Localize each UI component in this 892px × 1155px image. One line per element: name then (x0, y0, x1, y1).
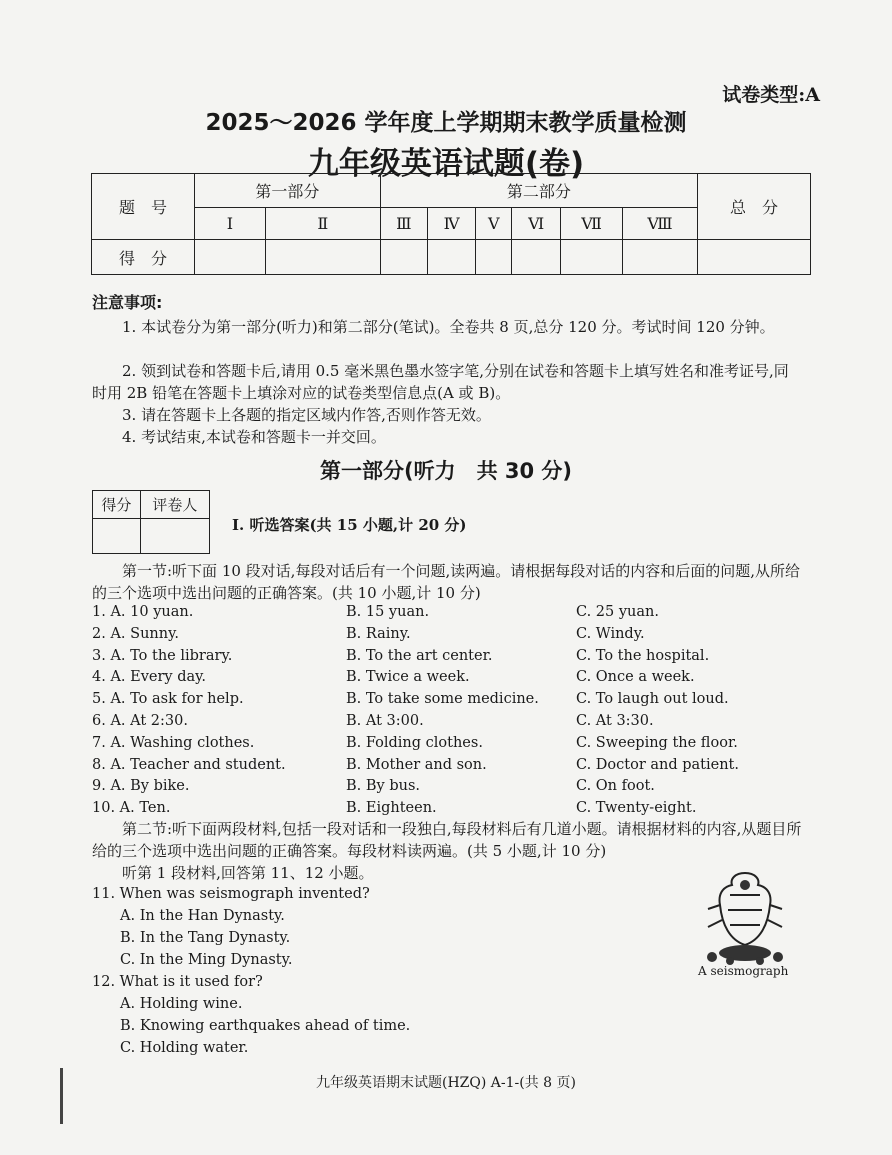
question-12-stem: 12. What is it used for? (92, 974, 263, 990)
question-6-option: 6. A. At 2:30. (92, 713, 188, 729)
notice-item: 2. 领到试卷和答题卡后,请用 0.5 毫米黑色墨水签字笔,分别在试卷和答题卡上填写姓名和准考证号,同时用 2B 铅笔在答题卡上填涂对应的试卷类型信息点(A 或 B)。 (92, 362, 789, 402)
grader-score-label: 得分 (93, 491, 141, 519)
numeral-cell: Ⅳ (427, 208, 476, 240)
question-1-option: 1. A. 10 yuan. (92, 604, 194, 620)
numeral-cell: Ⅷ (623, 208, 698, 240)
notice-item: 3. 请在答题卡上各题的指定区域内作答,否则作答无效。 (122, 406, 491, 424)
paper-type-label: 试卷类型:A (722, 84, 820, 106)
question-4-option: B. Twice a week. (346, 669, 470, 686)
score-cell (561, 240, 623, 275)
score-cell (623, 240, 698, 275)
question-10-option: 10. A. Ten. (92, 800, 171, 817)
question-5-option: 5. A. To ask for help. (92, 691, 244, 708)
question-3-option: C. To the hospital. (576, 647, 710, 664)
notice-item: 1. 本试卷分为第一部分(听力)和第二部分(笔试)。全卷共 8 页,总分 120 分。考试时间 120 分钟。 (122, 318, 775, 336)
grader-table (92, 490, 210, 554)
part1-heading: Ⅰ. 听选答案(共 15 小题,计 20 分) (232, 516, 467, 534)
exam-subtitle: 九年级英语试题(卷) (307, 146, 585, 182)
question-9-option: B. By bus. (346, 778, 421, 795)
question-7-option: B. Folding clothes. (346, 734, 483, 751)
seismograph-illustration (700, 865, 790, 975)
total-score-cell (698, 240, 811, 275)
page-footer: 九年级英语期末试题(HZQ) A-1-(共 8 页) (316, 1075, 576, 1091)
score-cell (476, 240, 512, 275)
score-cell (380, 240, 427, 275)
question-2-option: C. Windy. (576, 625, 645, 642)
question-9-option: 9. A. By bike. (92, 778, 190, 795)
numeral-cell: Ⅰ (195, 208, 266, 240)
question-11-stem: 11. When was seismograph invented? (92, 886, 370, 902)
score-cell (195, 240, 266, 275)
question-8-option: B. Mother and son. (346, 756, 487, 773)
part1-header: 第一部分 (195, 174, 381, 208)
row-header-question-no: 题 号 (92, 174, 195, 240)
material1-instruction: 听第 1 段材料,回答第 11、12 小题。 (122, 864, 374, 882)
question-1-option: C. 25 yuan. (576, 604, 659, 620)
question-4-option: C. Once a week. (576, 669, 695, 686)
question-6-option: C. At 3:30. (576, 713, 654, 729)
numeral-cell: Ⅵ (512, 208, 561, 240)
score-cell (427, 240, 476, 275)
question-1-option: B. 15 yuan. (346, 604, 430, 620)
question-8-option: C. Doctor and patient. (576, 756, 739, 773)
question-11-option: C. In the Ming Dynasty. (120, 952, 293, 968)
question-12-option: A. Holding wine. (120, 996, 243, 1012)
question-3-option: B. To the art center. (346, 647, 493, 664)
question-12-option: B. Knowing earthquakes ahead of time. (120, 1018, 411, 1034)
notice-title: 注意事项: (92, 293, 163, 312)
binding-edge-mark (60, 1068, 63, 1124)
notice-item: 4. 考试结束,本试卷和答题卡一并交回。 (122, 428, 386, 446)
question-12-option: C. Holding water. (120, 1040, 249, 1056)
question-2-option: B. Rainy. (346, 625, 411, 642)
question-11-option: B. In the Tang Dynasty. (120, 930, 291, 946)
grader-reviewer-cell (140, 519, 209, 554)
question-8-option: 8. A. Teacher and student. (92, 756, 286, 773)
question-7-option: C. Sweeping the floor. (576, 734, 738, 751)
question-11-option: A. In the Han Dynasty. (120, 908, 285, 924)
question-10-option: B. Eighteen. (346, 800, 437, 817)
score-cell (512, 240, 561, 275)
question-5-option: B. To take some medicine. (346, 691, 539, 708)
figure-caption: A seismograph (698, 964, 789, 978)
exam-title: 2025～2026 学年度上学期期末教学质量检测 (205, 110, 687, 136)
question-5-option: C. To laugh out loud. (576, 691, 729, 708)
part2-header: 第二部分 (380, 174, 697, 208)
question-9-option: C. On foot. (576, 778, 655, 795)
question-7-option: 7. A. Washing clothes. (92, 734, 255, 751)
numeral-cell: Ⅲ (380, 208, 427, 240)
score-cell (265, 240, 380, 275)
numeral-cell: Ⅱ (265, 208, 380, 240)
section2-instruction: 第二节:听下面两段材料,包括一段对话和一段独白,每段材料后有几道小题。请根据材料的内容,从题目所给的三个选项中选出问题的正确答案。每段材料读两遍。(共 5 小题,计 10 分) (92, 820, 802, 860)
question-6-option: B. At 3:00. (346, 713, 424, 729)
question-10-option: C. Twenty-eight. (576, 800, 697, 817)
question-2-option: 2. A. Sunny. (92, 625, 179, 642)
question-4-option: 4. A. Every day. (92, 669, 207, 686)
question-3-option: 3. A. To the library. (92, 647, 233, 664)
score-row-label: 得 分 (92, 240, 195, 275)
numeral-cell: Ⅴ (476, 208, 512, 240)
total-header: 总 分 (698, 174, 811, 240)
section1-title: 第一部分(听力 共 30 分) (319, 459, 573, 483)
grader-reviewer-label: 评卷人 (140, 491, 209, 519)
numeral-cell: Ⅶ (561, 208, 623, 240)
score-table (91, 173, 811, 275)
grader-score-cell (93, 519, 141, 554)
section1-instruction: 第一节:听下面 10 段对话,每段对话后有一个问题,读两遍。请根据每段对话的内容和后面的问题,从所给的三个选项中选出问题的正确答案。(共 10 小题,计 10 分) (92, 562, 800, 602)
